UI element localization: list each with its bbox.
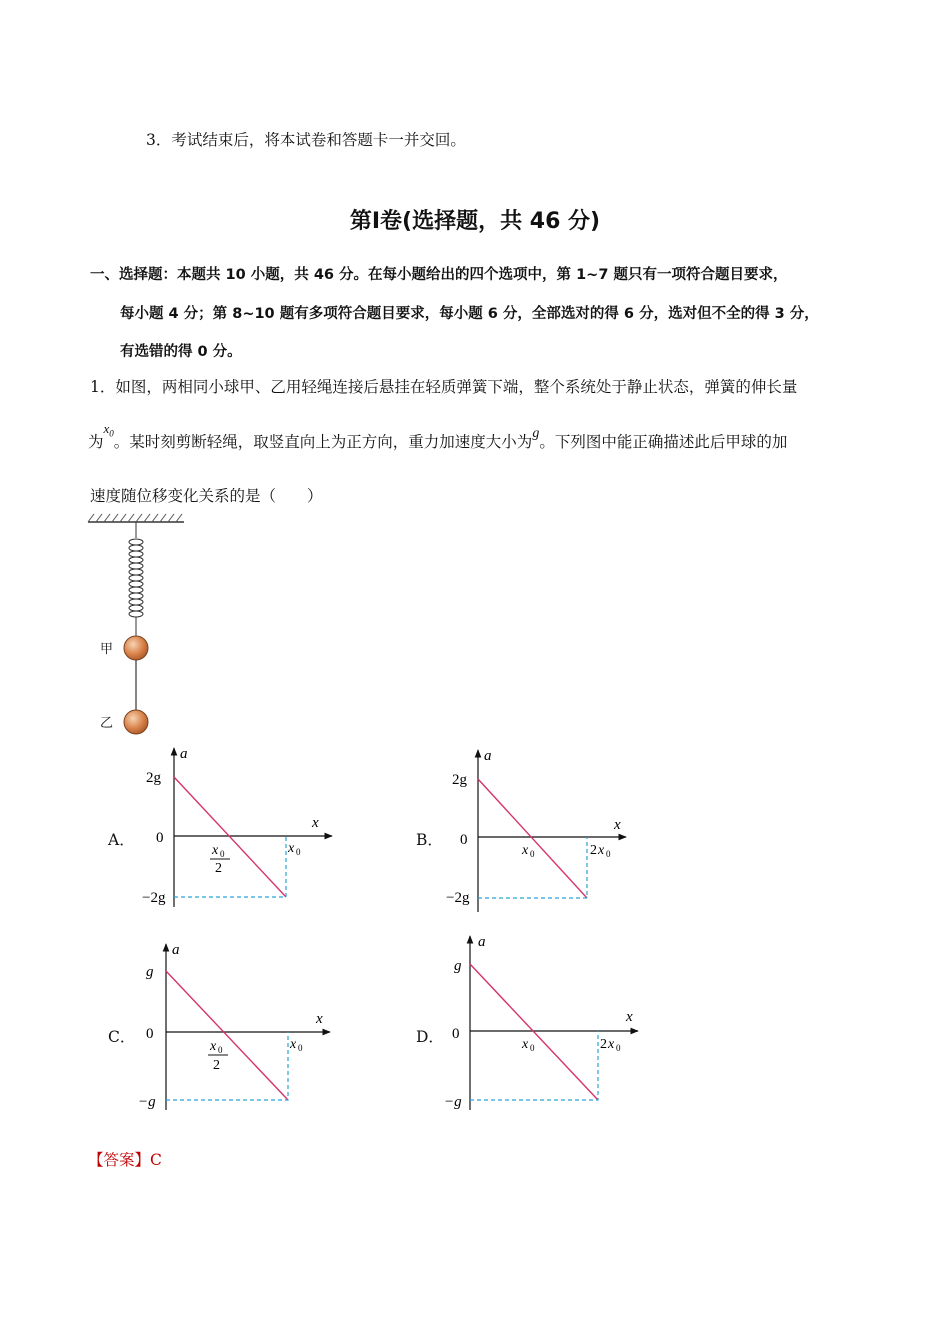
graph-b-cross-sub: 0 [530,849,535,859]
graph-a-cross-num: x [212,843,219,858]
graph-a-x-label: x [312,815,319,831]
graph-a-y-top: 2g [146,770,161,786]
ball-yi [124,710,148,734]
graph-d-dashed [470,1031,598,1100]
q1-symbol-x0: x0 [103,421,114,439]
graph-a-end-sub: 0 [296,847,301,857]
option-b-label: B． [416,831,443,849]
graph-b-end-sub: 0 [606,849,611,859]
option-c-label: C． [108,1028,136,1046]
graph-a-dashed [174,836,286,897]
instructions-line-3: 有选错的得 0 分。 [120,344,242,360]
graph-c-y-bottom: −g [138,1094,156,1110]
option-a-label: A． [108,831,135,849]
section-title: 第Ⅰ卷(选择题，共 46 分) [349,209,601,234]
notice-item-3: 3．考试结束后，将本试卷和答题卡一并交回。 [146,131,466,149]
answer [88,1148,162,1170]
graph-c-origin: 0 [146,1026,154,1042]
graph-d-x-label: x [626,1009,633,1025]
graph-b-origin: 0 [460,832,468,848]
q1-text-b: 。某时刻剪断轻绳，取竖直向上为正方向，重力加速度大小为 [113,433,533,451]
graph-c [134,938,334,1116]
graph-a-y-bottom: −2g [142,890,166,906]
instructions-line-2: 每小题 4 分；第 8~10 题有多项符合题目要求，每小题 6 分，全部选对的得 6 分，选对但不全的得 3 分， [120,306,819,322]
graph-d-cross-sub: 0 [530,1043,535,1053]
graph-d-cross-num: x [522,1037,529,1052]
graph-d-end-coef: 2 [600,1037,607,1052]
graph-d-y-bottom: −g [444,1094,462,1110]
graph-c-y-label: a [172,942,180,958]
graph-a-origin: 0 [156,830,164,846]
ceiling [88,514,184,522]
graph-c-cross-num: x [210,1039,217,1054]
graph-b-y-bottom: −2g [446,890,470,906]
ball-jia-label: 甲 [100,642,114,657]
question-1-line-2 [88,421,788,453]
q1-text-c: 。下列图中能正确描述此后甲球的加 [539,433,788,451]
graph-d [440,930,645,1115]
answer-value: C [150,1151,162,1169]
spring-figure [84,510,194,745]
graph-d-end-sub: 0 [616,1043,621,1053]
question-1-line-3: 速度随位移变化关系的是（ ） [90,487,323,505]
graph-b-y-top: 2g [452,772,467,788]
graph-d-end: x [608,1037,615,1052]
graph-b [444,744,644,919]
graph-a-cross-sub: 0 [220,849,225,859]
graph-b-x-label: x [614,817,621,833]
graph-a-y-label: a [180,746,188,762]
graph-b-end: x [598,843,605,858]
graph-d-origin: 0 [452,1026,460,1042]
q1-symbol-g: g [532,426,540,441]
graph-d-y-top: g [454,958,462,974]
graph-c-cross-den: 2 [213,1058,220,1073]
ball-yi-label: 乙 [100,716,114,731]
graph-b-y-label: a [484,748,492,764]
graph-b-end-coef: 2 [590,843,597,858]
q1-text-a: 为 [88,433,104,451]
graph-b-line [478,779,587,898]
graph-c-dashed [166,1032,288,1100]
ball-jia [124,636,148,660]
graph-c-cross-sub: 0 [218,1045,223,1055]
graph-d-line [470,964,598,1100]
graph-b-dashed [478,837,587,898]
graph-c-y-top: g [146,964,154,980]
graph-c-end-sub: 0 [298,1043,303,1053]
graph-c-end: x [290,1037,297,1052]
graph-a-line [174,777,286,897]
graph-a-end: x [288,841,295,856]
instructions-line-1: 一、选择题：本题共 10 小题，共 46 分。在每小题给出的四个选项中，第 1~7 题只有一项符合题目要求， [90,267,788,283]
graph-a [140,742,340,917]
graph-a-cross-den: 2 [215,861,222,876]
option-d-label: D． [416,1028,444,1046]
graph-b-cross-num: x [522,843,529,858]
graph-d-y-label: a [478,934,486,950]
question-1-line-1: 1．如图，两相同小球甲、乙用轻绳连接后悬挂在轻质弹簧下端，整个系统处于静止状态，弹簧的伸长量 [90,378,798,396]
spring [129,522,143,636]
answer-label: 【答案】 [88,1151,151,1169]
graph-c-x-label: x [316,1011,323,1027]
graph-c-line [166,971,288,1100]
